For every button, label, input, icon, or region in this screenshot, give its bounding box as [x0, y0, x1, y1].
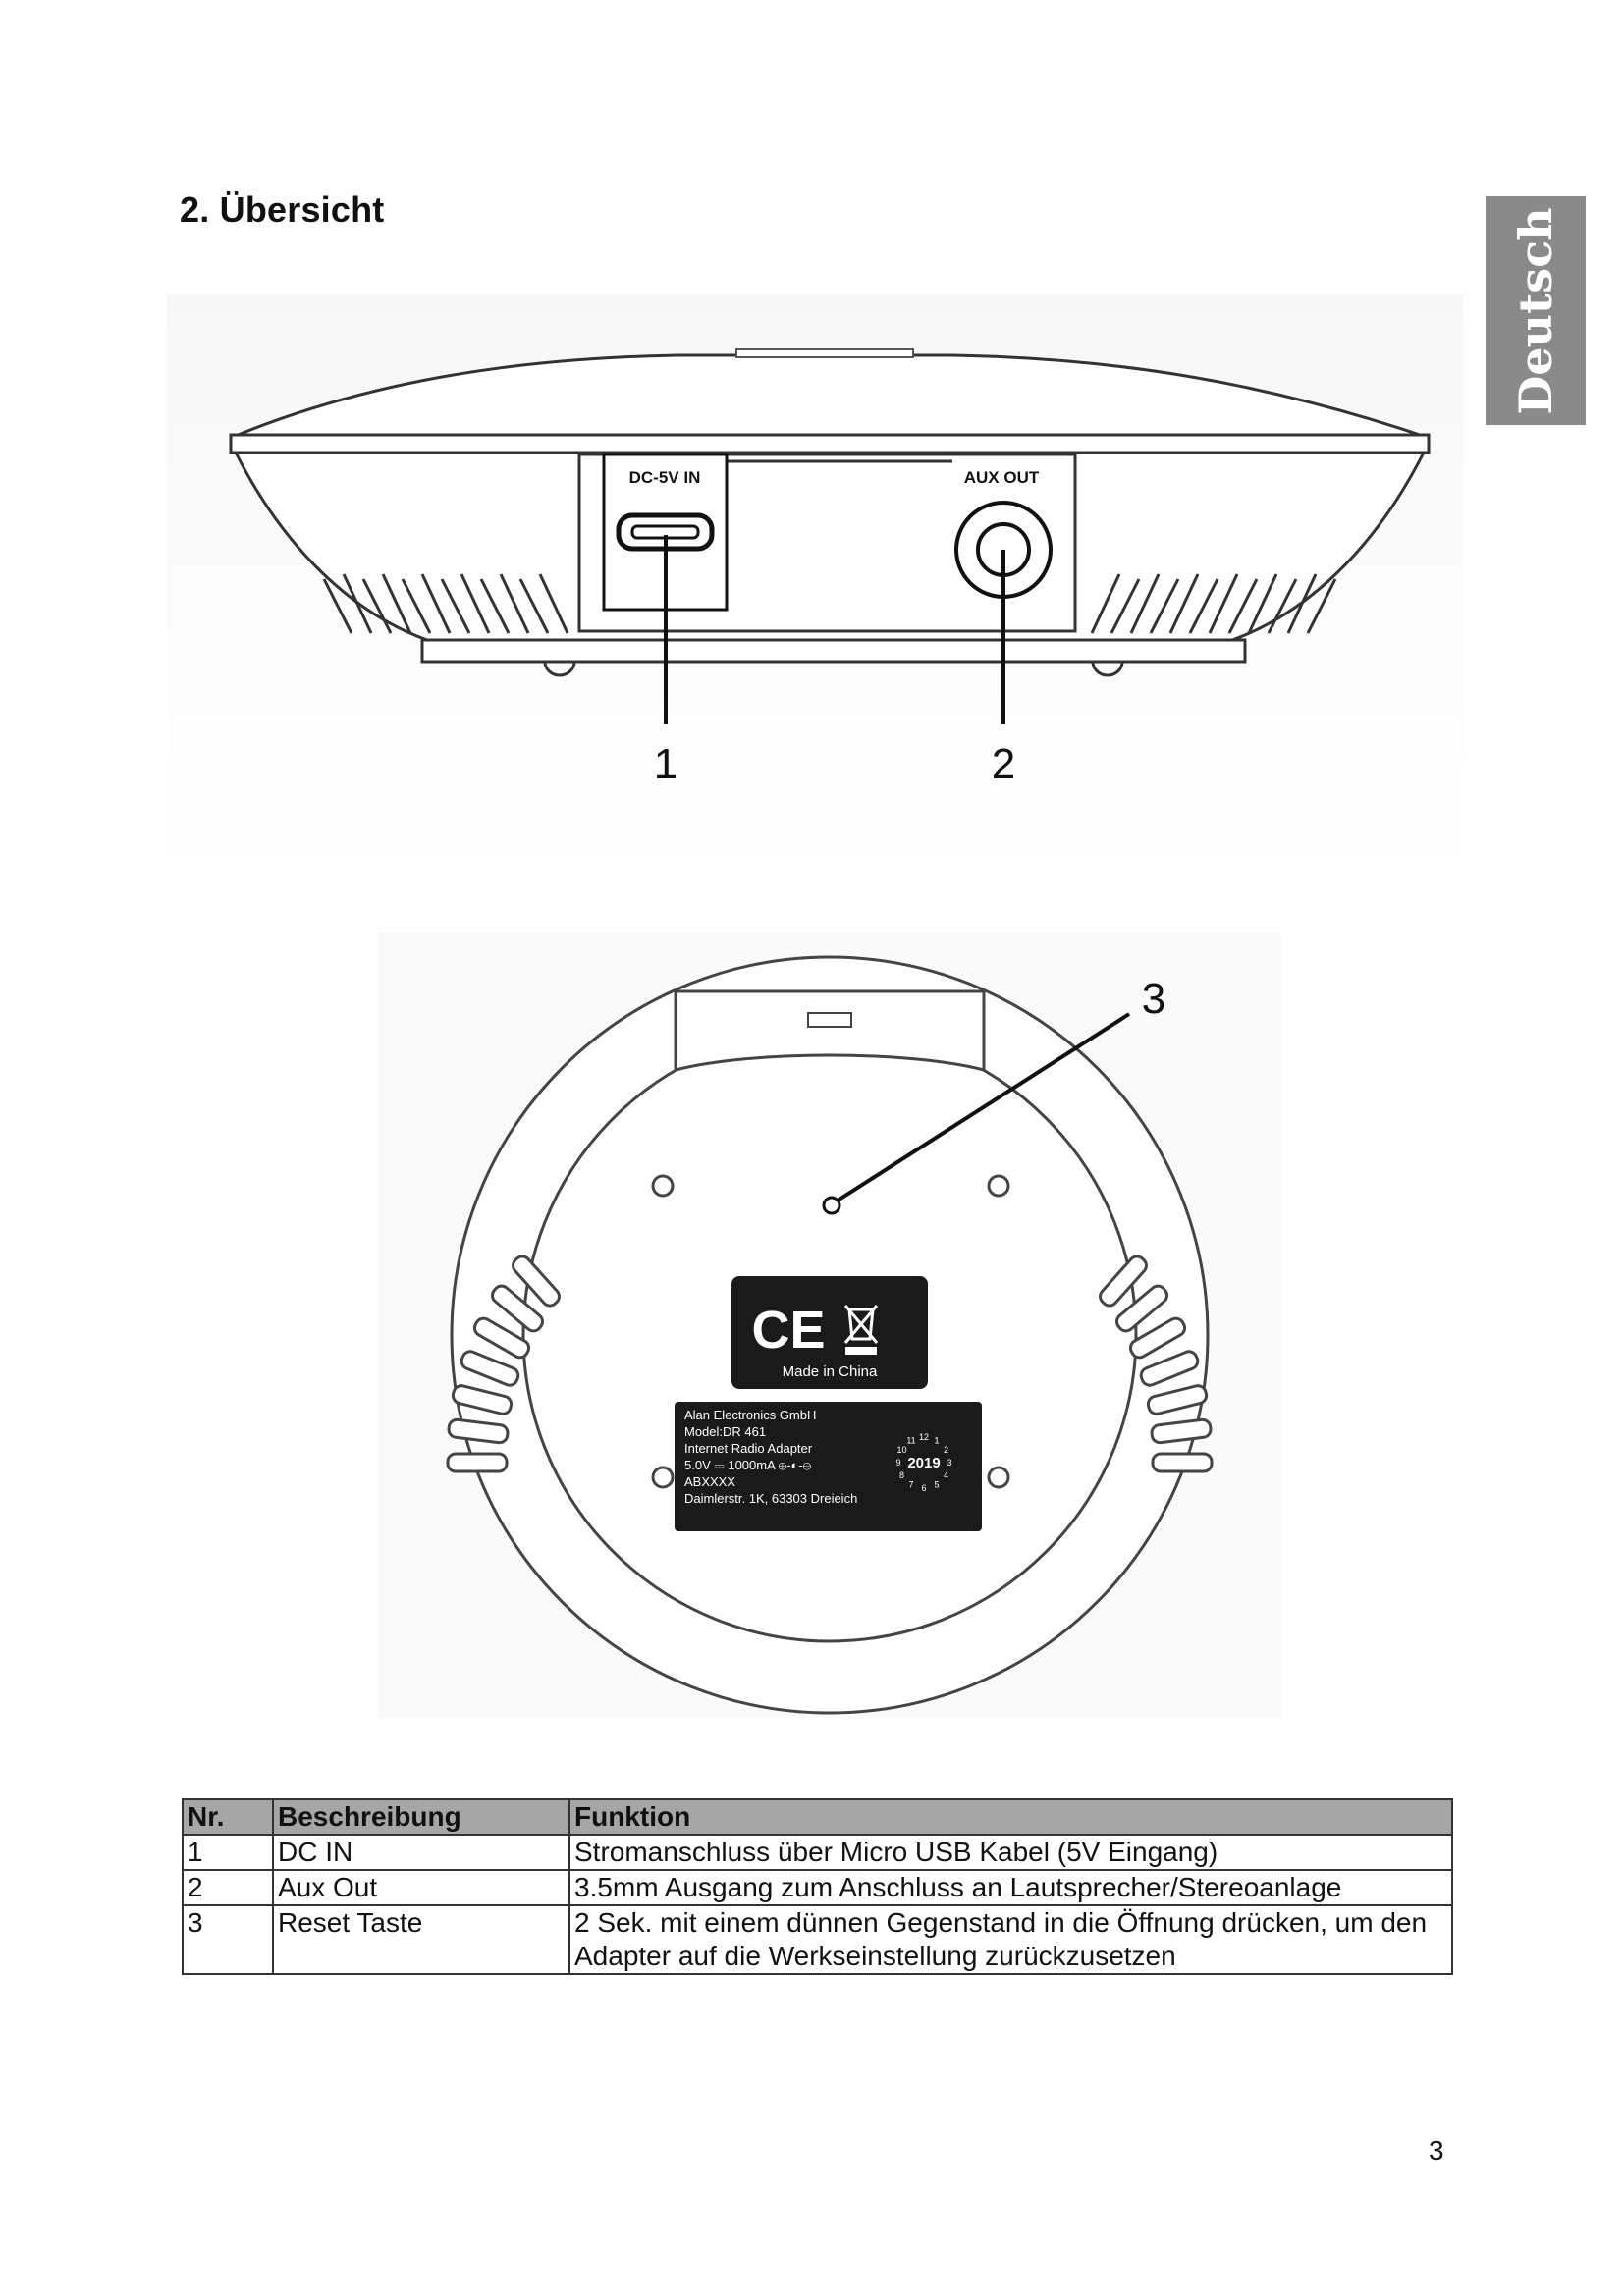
page-number: 3 — [1429, 2135, 1444, 2165]
table-cell-beschreibung: DC IN — [273, 1835, 569, 1870]
table-header-row — [183, 1799, 1452, 1835]
dial-number: 11 — [906, 1435, 916, 1446]
table-cell-beschreibung: Aux Out — [273, 1870, 569, 1905]
date-dial-year: 2019 — [907, 1455, 941, 1471]
dial-number: 2 — [943, 1445, 949, 1455]
weee-bar — [845, 1347, 877, 1355]
table-cell-funktion: Stromanschluss über Micro USB Kabel (5V Eingang) — [569, 1835, 1452, 1870]
rating-line-4: 5.0V ⎓ 1000mA ⊕-◐-⊖ — [684, 1458, 812, 1472]
device-base — [422, 640, 1245, 662]
table-row — [183, 1905, 1452, 1974]
language-tab — [1486, 196, 1586, 425]
callout-number-3: 3 — [1141, 975, 1166, 1023]
rating-line-2: Model:DR 461 — [684, 1424, 767, 1439]
section-heading: 2. Übersicht — [180, 189, 385, 230]
table-cell-funktion: 2 Sek. mit einem dünnen Gegenstand in die Öffnung drücken, um den Adapter auf die Werkseinstellung zurückzusetzen — [569, 1905, 1452, 1974]
table-header-nr: Nr. — [183, 1799, 273, 1835]
connector-tab — [808, 1013, 851, 1027]
dial-number: 5 — [934, 1479, 940, 1490]
ce-mark: CE — [751, 1301, 826, 1360]
table-cell-nr: 2 — [183, 1870, 273, 1905]
table-header-beschreibung: Beschreibung — [273, 1799, 569, 1835]
table-cell-nr: 3 — [183, 1905, 273, 1974]
device-top-button — [736, 349, 913, 357]
dial-number: 7 — [908, 1479, 914, 1490]
rating-line-5: ABXXXX — [684, 1474, 736, 1489]
callout-number-2: 2 — [991, 740, 1016, 788]
dial-number: 8 — [898, 1470, 905, 1480]
dial-number: 12 — [918, 1432, 930, 1442]
dial-number: 6 — [921, 1483, 927, 1493]
dial-number: 10 — [896, 1445, 907, 1455]
rating-line-3: Internet Radio Adapter — [684, 1441, 813, 1456]
dial-number: 1 — [934, 1435, 940, 1446]
device-side-view-figure — [167, 294, 1463, 883]
device-rim — [231, 435, 1429, 453]
table-cell-beschreibung: Reset Taste — [273, 1905, 569, 1974]
table-cell-nr: 1 — [183, 1835, 273, 1870]
rating-line-6: Daimlerstr. 1K, 63303 Dreieich — [684, 1491, 858, 1506]
language-tab-label: Deutsch — [1509, 206, 1562, 415]
dial-number: 4 — [943, 1470, 949, 1480]
callout-number-1: 1 — [653, 740, 678, 788]
dc-in-port-label: DC-5V IN — [628, 468, 701, 487]
table-header-funktion: Funktion — [569, 1799, 1452, 1835]
aux-out-port-label: AUX OUT — [963, 468, 1040, 487]
made-in-label: Made in China — [782, 1363, 878, 1380]
reset-hole — [824, 1198, 839, 1213]
table-row — [183, 1870, 1452, 1905]
device-bottom-view-figure — [378, 933, 1281, 1718]
rating-line-1: Alan Electronics GmbH — [684, 1408, 817, 1422]
foot-right — [1093, 662, 1122, 675]
foot-left — [545, 662, 574, 675]
overview-table — [182, 1798, 1453, 1975]
table-cell-funktion: 3.5mm Ausgang zum Anschluss an Lautsprecher/Stereoanlage — [569, 1870, 1452, 1905]
table-row — [183, 1835, 1452, 1870]
dial-number: 3 — [947, 1458, 952, 1468]
dial-number: 9 — [895, 1458, 901, 1468]
